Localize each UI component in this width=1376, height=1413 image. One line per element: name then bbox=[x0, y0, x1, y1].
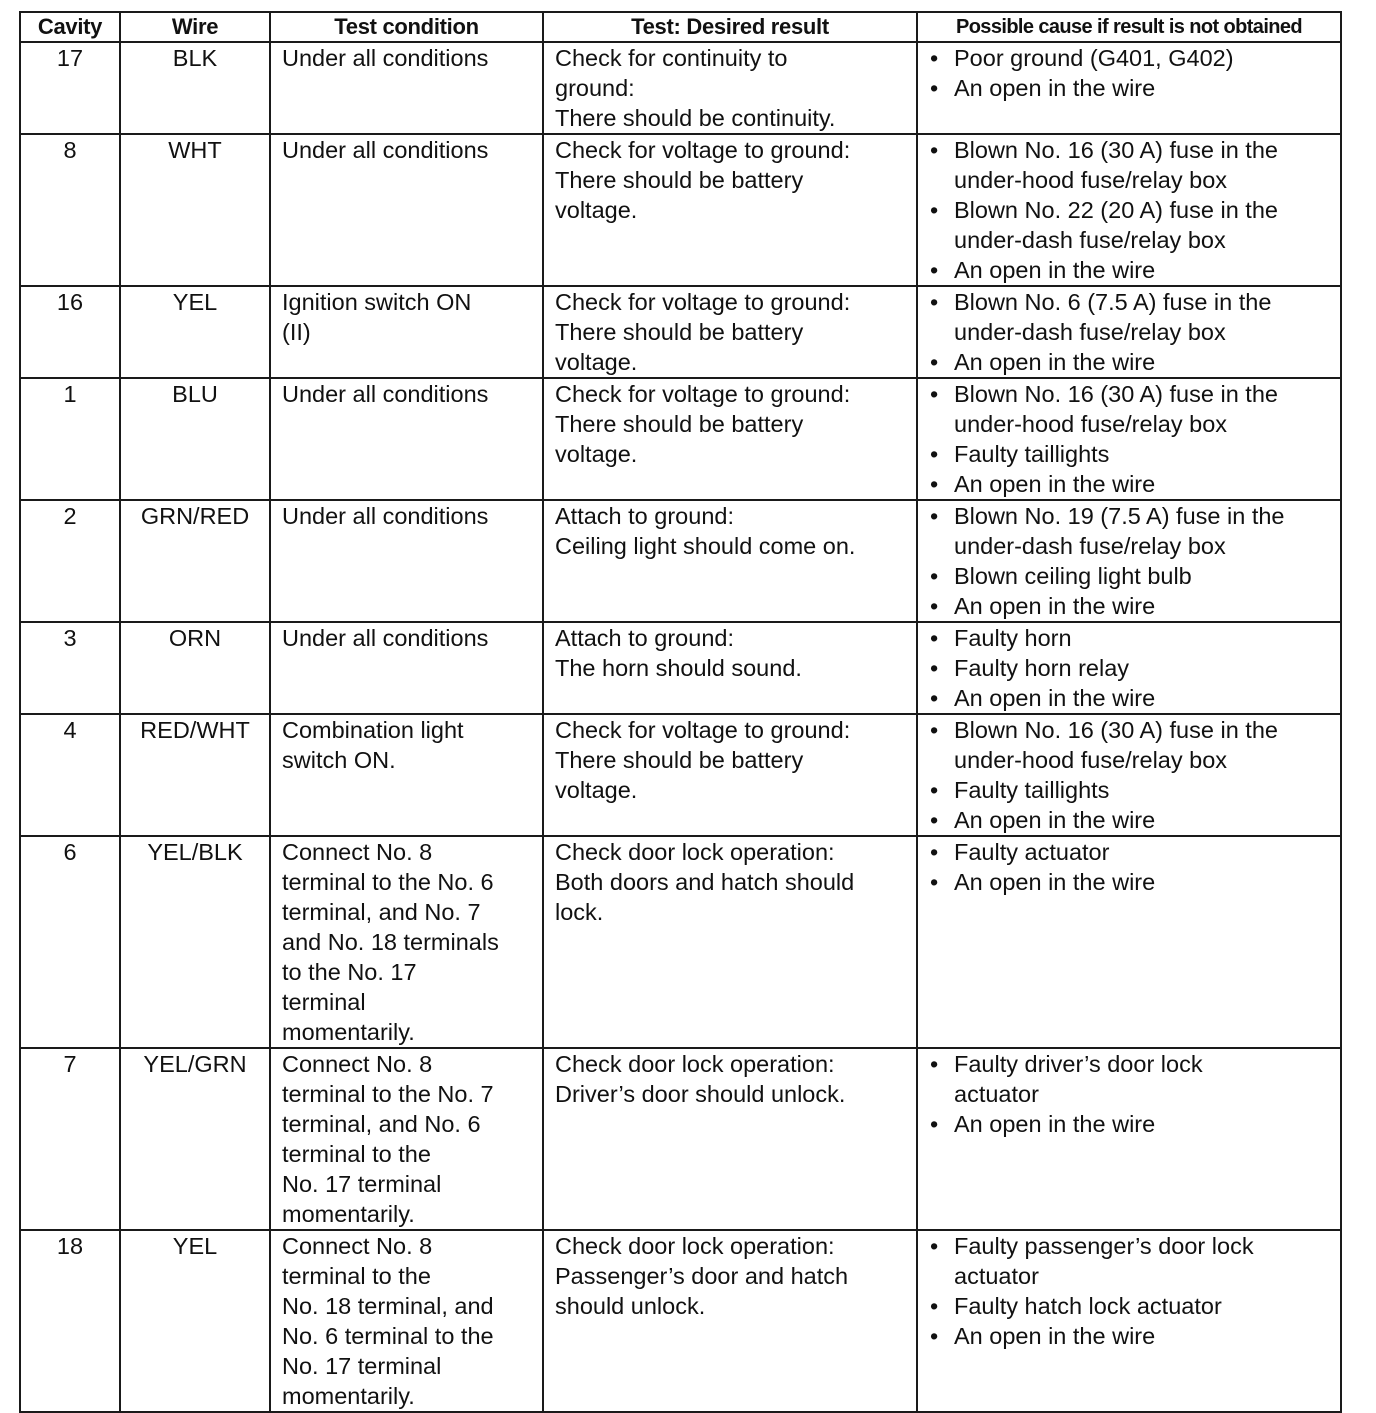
wire-color: RED/WHT bbox=[140, 717, 250, 743]
cause-line: under-hood fuse/relay box bbox=[954, 411, 1228, 437]
test-condition-line: No. 17 terminal bbox=[282, 1353, 442, 1379]
bullet-icon: • bbox=[930, 197, 939, 223]
cause-list bbox=[918, 287, 1340, 377]
desired-result-line: voltage. bbox=[555, 349, 638, 375]
cause-line: Blown No. 22 (20 A) fuse in the bbox=[954, 197, 1278, 223]
cause-line: Faulty driver’s door lock bbox=[954, 1051, 1203, 1077]
cause-item bbox=[930, 805, 1340, 835]
cause-line: Blown ceiling light bulb bbox=[954, 563, 1192, 589]
cause-line: Faulty actuator bbox=[954, 839, 1110, 865]
desired-result-line: ground: bbox=[555, 75, 635, 101]
header-possible-cause: Possible cause if result is not obtained bbox=[917, 12, 1341, 42]
cavity-cell bbox=[20, 42, 120, 134]
bullet-icon: • bbox=[930, 257, 939, 283]
cause-list bbox=[918, 379, 1340, 499]
cavity-cell bbox=[20, 622, 120, 714]
desired-result-line: There should be battery bbox=[555, 411, 804, 437]
troubleshooting-table bbox=[19, 11, 1342, 1413]
header-cavity: Cavity bbox=[20, 12, 120, 42]
cause-line: under-dash fuse/relay box bbox=[954, 227, 1226, 253]
desired-result-line: Attach to ground: bbox=[555, 625, 734, 651]
desired-result-line: Ceiling light should come on. bbox=[555, 533, 856, 559]
desired-result-cell bbox=[543, 134, 917, 286]
table-row bbox=[20, 1048, 1341, 1230]
bullet-icon: • bbox=[930, 839, 939, 865]
test-condition-line: Ignition switch ON bbox=[282, 289, 472, 315]
bullet-icon: • bbox=[930, 869, 939, 895]
test-condition-cell bbox=[270, 622, 543, 714]
cavity-number: 18 bbox=[56, 1233, 84, 1259]
cause-item bbox=[930, 1291, 1340, 1321]
test-condition-line: Under all conditions bbox=[282, 137, 489, 163]
cause-line: An open in the wire bbox=[954, 869, 1156, 895]
cause-item bbox=[930, 255, 1340, 285]
test-condition-line: No. 6 terminal to the bbox=[282, 1323, 494, 1349]
cause-list bbox=[918, 135, 1340, 285]
test-condition-line: momentarily. bbox=[282, 1019, 415, 1045]
bullet-icon: • bbox=[930, 807, 939, 833]
desired-result-line: There should be battery bbox=[555, 747, 804, 773]
desired-result-line: Both doors and hatch should bbox=[555, 869, 855, 895]
wire-cell bbox=[120, 286, 270, 378]
wire-color: YEL/GRN bbox=[143, 1051, 247, 1077]
test-condition-cell bbox=[270, 1230, 543, 1412]
cause-line: Blown No. 16 (30 A) fuse in the bbox=[954, 381, 1278, 407]
cause-line: Blown No. 16 (30 A) fuse in the bbox=[954, 137, 1278, 163]
test-condition-line: terminal, and No. 7 bbox=[282, 899, 481, 925]
wire-cell bbox=[120, 500, 270, 622]
possible-cause-cell bbox=[917, 378, 1341, 500]
cause-line: Faulty horn relay bbox=[954, 655, 1130, 681]
test-condition-cell bbox=[270, 378, 543, 500]
cavity-cell bbox=[20, 286, 120, 378]
test-condition-cell bbox=[270, 714, 543, 836]
desired-result-cell bbox=[543, 42, 917, 134]
bullet-icon: • bbox=[930, 563, 939, 589]
cavity-number: 16 bbox=[56, 289, 84, 315]
cause-line: under-hood fuse/relay box bbox=[954, 747, 1228, 773]
cause-item bbox=[930, 683, 1340, 713]
wire-cell bbox=[120, 1048, 270, 1230]
bullet-icon: • bbox=[930, 503, 939, 529]
table-row bbox=[20, 622, 1341, 714]
test-condition-line: terminal bbox=[282, 989, 366, 1015]
table-row bbox=[20, 378, 1341, 500]
test-condition-cell bbox=[270, 286, 543, 378]
cause-item bbox=[930, 501, 1340, 561]
possible-cause-cell bbox=[917, 286, 1341, 378]
cause-line: under-dash fuse/relay box bbox=[954, 533, 1226, 559]
test-condition-line: momentarily. bbox=[282, 1201, 415, 1227]
desired-result-line: Check door lock operation: bbox=[555, 839, 835, 865]
test-condition-line: No. 18 terminal, and bbox=[282, 1293, 494, 1319]
cause-line: Poor ground (G401, G402) bbox=[954, 45, 1234, 71]
cavity-cell bbox=[20, 134, 120, 286]
desired-result-cell bbox=[543, 714, 917, 836]
cavity-cell bbox=[20, 714, 120, 836]
test-condition-cell bbox=[270, 836, 543, 1048]
test-condition-line: Connect No. 8 bbox=[282, 1233, 433, 1259]
desired-result-line: Passenger’s door and hatch bbox=[555, 1263, 849, 1289]
desired-result-line: The horn should sound. bbox=[555, 655, 802, 681]
cause-line: Faulty taillights bbox=[954, 441, 1110, 467]
possible-cause-cell bbox=[917, 714, 1341, 836]
bullet-icon: • bbox=[930, 441, 939, 467]
cause-line: under-hood fuse/relay box bbox=[954, 167, 1228, 193]
cause-line: An open in the wire bbox=[954, 75, 1156, 101]
cause-item bbox=[930, 469, 1340, 499]
cause-item bbox=[930, 43, 1340, 73]
bullet-icon: • bbox=[930, 381, 939, 407]
wire-cell bbox=[120, 378, 270, 500]
cause-line: Faulty taillights bbox=[954, 777, 1110, 803]
test-condition-line: Combination light bbox=[282, 717, 464, 743]
wire-color: GRN/RED bbox=[140, 503, 250, 529]
test-condition-line: terminal to the No. 6 bbox=[282, 869, 494, 895]
cavity-number: 6 bbox=[63, 839, 77, 865]
cause-line: An open in the wire bbox=[954, 471, 1156, 497]
possible-cause-cell bbox=[917, 134, 1341, 286]
cavity-cell bbox=[20, 500, 120, 622]
table-row bbox=[20, 500, 1341, 622]
cause-item bbox=[930, 135, 1340, 195]
cause-item bbox=[930, 623, 1340, 653]
desired-result-line: Check for voltage to ground: bbox=[555, 717, 851, 743]
cause-item bbox=[930, 73, 1340, 103]
test-condition-line: (II) bbox=[282, 319, 311, 345]
desired-result-line: should unlock. bbox=[555, 1293, 706, 1319]
table-row bbox=[20, 42, 1341, 134]
cause-list bbox=[918, 715, 1340, 835]
cause-list bbox=[918, 501, 1340, 621]
test-condition-line: Under all conditions bbox=[282, 625, 489, 651]
cause-item bbox=[930, 837, 1340, 867]
test-condition-line: Under all conditions bbox=[282, 45, 489, 71]
test-condition-line: Connect No. 8 bbox=[282, 839, 433, 865]
desired-result-cell bbox=[543, 622, 917, 714]
cause-line: An open in the wire bbox=[954, 685, 1156, 711]
desired-result-line: Attach to ground: bbox=[555, 503, 734, 529]
cause-line: An open in the wire bbox=[954, 807, 1156, 833]
cavity-number: 7 bbox=[63, 1051, 77, 1077]
desired-result-line: Check for voltage to ground: bbox=[555, 137, 851, 163]
test-condition-cell bbox=[270, 134, 543, 286]
possible-cause-cell bbox=[917, 500, 1341, 622]
test-condition-line: Under all conditions bbox=[282, 381, 489, 407]
desired-result-line: Check door lock operation: bbox=[555, 1051, 835, 1077]
test-condition-line: switch ON. bbox=[282, 747, 396, 773]
cavity-number: 1 bbox=[63, 381, 77, 407]
cause-item bbox=[930, 867, 1340, 897]
cause-item bbox=[930, 775, 1340, 805]
bullet-icon: • bbox=[930, 471, 939, 497]
test-condition-cell bbox=[270, 500, 543, 622]
cause-item bbox=[930, 287, 1340, 347]
bullet-icon: • bbox=[930, 593, 939, 619]
table-body bbox=[20, 42, 1341, 1412]
bullet-icon: • bbox=[930, 289, 939, 315]
cavity-number: 2 bbox=[63, 503, 77, 529]
test-condition-line: No. 17 terminal bbox=[282, 1171, 442, 1197]
desired-result-cell bbox=[543, 1230, 917, 1412]
table-row bbox=[20, 836, 1341, 1048]
cause-line: Blown No. 6 (7.5 A) fuse in the bbox=[954, 289, 1272, 315]
test-condition-line: and No. 18 terminals bbox=[282, 929, 499, 955]
cavity-number: 17 bbox=[56, 45, 84, 71]
test-condition-line: Connect No. 8 bbox=[282, 1051, 433, 1077]
cavity-cell bbox=[20, 1048, 120, 1230]
possible-cause-cell bbox=[917, 622, 1341, 714]
cause-list bbox=[918, 623, 1340, 713]
wire-color: BLK bbox=[172, 45, 218, 71]
cause-line: Faulty hatch lock actuator bbox=[954, 1293, 1222, 1319]
desired-result-line: There should be continuity. bbox=[555, 105, 836, 131]
possible-cause-cell bbox=[917, 836, 1341, 1048]
desired-result-line: There should be battery bbox=[555, 167, 804, 193]
header-wire: Wire bbox=[120, 12, 270, 42]
possible-cause-cell bbox=[917, 42, 1341, 134]
header-test-condition: Test condition bbox=[270, 12, 543, 42]
desired-result-cell bbox=[543, 836, 917, 1048]
desired-result-cell bbox=[543, 1048, 917, 1230]
wire-color: WHT bbox=[168, 137, 222, 163]
cause-list bbox=[918, 1049, 1340, 1139]
bullet-icon: • bbox=[930, 655, 939, 681]
cavity-cell bbox=[20, 836, 120, 1048]
bullet-icon: • bbox=[930, 45, 939, 71]
table-row bbox=[20, 134, 1341, 286]
cause-item bbox=[930, 715, 1340, 775]
cause-item bbox=[930, 1049, 1340, 1109]
wire-cell bbox=[120, 42, 270, 134]
desired-result-cell bbox=[543, 286, 917, 378]
test-condition-cell bbox=[270, 42, 543, 134]
cause-item bbox=[930, 379, 1340, 439]
desired-result-line: Check for voltage to ground: bbox=[555, 289, 851, 315]
test-condition-line: terminal to the bbox=[282, 1141, 431, 1167]
desired-result-cell bbox=[543, 500, 917, 622]
cause-line: An open in the wire bbox=[954, 349, 1156, 375]
wire-cell bbox=[120, 1230, 270, 1412]
wire-cell bbox=[120, 836, 270, 1048]
bullet-icon: • bbox=[930, 137, 939, 163]
table-row bbox=[20, 714, 1341, 836]
cause-line: Blown No. 16 (30 A) fuse in the bbox=[954, 717, 1278, 743]
possible-cause-cell bbox=[917, 1230, 1341, 1412]
desired-result-line: Check for voltage to ground: bbox=[555, 381, 851, 407]
possible-cause-cell bbox=[917, 1048, 1341, 1230]
cause-line: An open in the wire bbox=[954, 593, 1156, 619]
cavity-number: 3 bbox=[63, 625, 77, 651]
header-row bbox=[20, 12, 1341, 42]
desired-result-line: Driver’s door should unlock. bbox=[555, 1081, 846, 1107]
wire-color: YEL bbox=[172, 1233, 218, 1259]
table-row bbox=[20, 1230, 1341, 1412]
wire-cell bbox=[120, 714, 270, 836]
bullet-icon: • bbox=[930, 717, 939, 743]
bullet-icon: • bbox=[930, 1051, 939, 1077]
cause-item bbox=[930, 591, 1340, 621]
cause-line: under-dash fuse/relay box bbox=[954, 319, 1226, 345]
cause-item bbox=[930, 439, 1340, 469]
cause-line: Faulty horn bbox=[954, 625, 1072, 651]
cause-item bbox=[930, 1321, 1340, 1351]
header-desired-result: Test: Desired result bbox=[543, 12, 917, 42]
desired-result-line: voltage. bbox=[555, 777, 638, 803]
cause-item bbox=[930, 195, 1340, 255]
bullet-icon: • bbox=[930, 777, 939, 803]
wire-color: ORN bbox=[168, 625, 222, 651]
cause-item bbox=[930, 347, 1340, 377]
cause-line: actuator bbox=[954, 1081, 1039, 1107]
cause-item bbox=[930, 1109, 1340, 1139]
test-condition-cell bbox=[270, 1048, 543, 1230]
cause-item bbox=[930, 1231, 1340, 1291]
bullet-icon: • bbox=[930, 685, 939, 711]
cavity-cell bbox=[20, 1230, 120, 1412]
desired-result-cell bbox=[543, 378, 917, 500]
cause-line: Blown No. 19 (7.5 A) fuse in the bbox=[954, 503, 1285, 529]
cavity-number: 4 bbox=[63, 717, 77, 743]
test-condition-line: terminal, and No. 6 bbox=[282, 1111, 481, 1137]
bullet-icon: • bbox=[930, 75, 939, 101]
cause-list bbox=[918, 837, 1340, 897]
table-row bbox=[20, 286, 1341, 378]
bullet-icon: • bbox=[930, 1111, 939, 1137]
test-condition-line: Under all conditions bbox=[282, 503, 489, 529]
bullet-icon: • bbox=[930, 1233, 939, 1259]
bullet-icon: • bbox=[930, 1293, 939, 1319]
desired-result-line: There should be battery bbox=[555, 319, 804, 345]
wire-color: YEL/BLK bbox=[147, 839, 243, 865]
test-condition-line: terminal to the bbox=[282, 1263, 431, 1289]
bullet-icon: • bbox=[930, 349, 939, 375]
cause-list bbox=[918, 43, 1340, 103]
desired-result-line: lock. bbox=[555, 899, 604, 925]
cause-line: An open in the wire bbox=[954, 1323, 1156, 1349]
desired-result-line: voltage. bbox=[555, 197, 638, 223]
wire-cell bbox=[120, 622, 270, 714]
desired-result-line: voltage. bbox=[555, 441, 638, 467]
wire-cell bbox=[120, 134, 270, 286]
cause-item bbox=[930, 653, 1340, 683]
cause-line: An open in the wire bbox=[954, 257, 1156, 283]
wire-color: BLU bbox=[172, 381, 218, 407]
test-condition-line: terminal to the No. 7 bbox=[282, 1081, 494, 1107]
cause-line: actuator bbox=[954, 1263, 1039, 1289]
cause-line: An open in the wire bbox=[954, 1111, 1156, 1137]
cause-item bbox=[930, 561, 1340, 591]
wire-color: YEL bbox=[172, 289, 218, 315]
cavity-cell bbox=[20, 378, 120, 500]
test-condition-line: momentarily. bbox=[282, 1383, 415, 1409]
desired-result-line: Check for continuity to bbox=[555, 45, 788, 71]
bullet-icon: • bbox=[930, 1323, 939, 1349]
desired-result-line: Check door lock operation: bbox=[555, 1233, 835, 1259]
bullet-icon: • bbox=[930, 625, 939, 651]
test-condition-line: to the No. 17 bbox=[282, 959, 417, 985]
cause-line: Faulty passenger’s door lock bbox=[954, 1233, 1254, 1259]
cavity-number: 8 bbox=[63, 137, 77, 163]
cause-list bbox=[918, 1231, 1340, 1351]
